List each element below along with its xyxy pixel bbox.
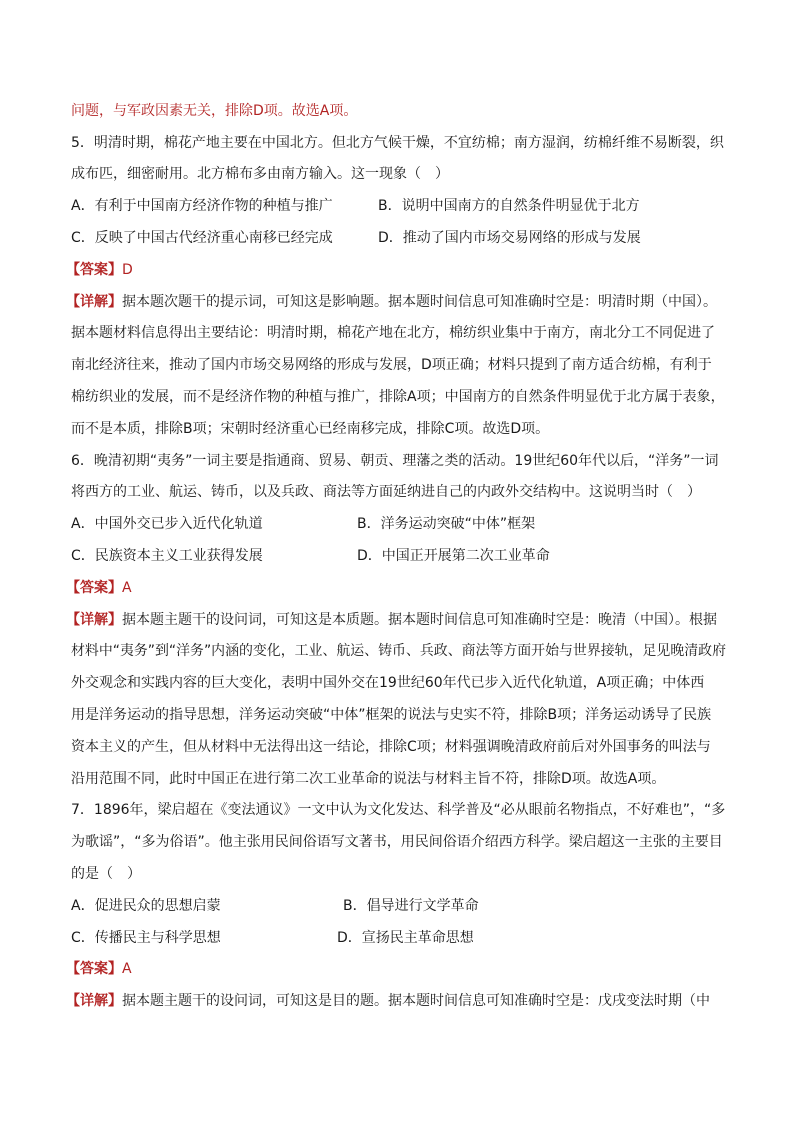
q7-stem-line-3: 的是（ ） (71, 866, 141, 882)
q7-detail-label: 【详解】 (66, 993, 122, 1009)
q5-option-b: B．说明中国南方的自然条件明显优于北方 (378, 198, 640, 214)
q6-option-c: C．民族资本主义工业获得发展 (71, 548, 263, 564)
q6-stem-line-1: 6．晚清初期“夷务”一词主要是指通商、贸易、朝贡、理藩之类的活动。19世纪60年代以后，“洋务”一词 (71, 453, 719, 469)
q5-answer (66, 260, 133, 280)
q7-option-c: C．传播民主与科学思想 (71, 930, 221, 946)
q7-option-a: A．促进民众的思想启蒙 (71, 898, 221, 914)
q6-detail-text: 据本题主题干的设问词，可知这是本质题。据本题时间信息可知准确时空是：晚清（中国）。根据 (122, 612, 717, 628)
q6-detail-label: 【详解】 (66, 612, 122, 628)
q5-detail-text: 据本题次题干的提示词，可知这是影响题。据本题时间信息可知准确时空是：明清时期（中国）。 (122, 294, 717, 310)
q6-detail-line-5: 资本主义的产生，但从材料中无法得出这一结论，排除C项；材料强调晚清政府前后对外国事务的叫法与 (71, 739, 711, 755)
q6-answer-value: A (122, 580, 132, 596)
q7-detail-line-1 (66, 991, 710, 1011)
q7-answer-value: A (122, 961, 132, 977)
q7-detail-text: 据本题主题干的设问词，可知这是目的题。据本题时间信息可知准确时空是：戊戌变法时期（中 (122, 993, 710, 1009)
prev-explanation-tail: 问题，与军政因素无关，排除D项。故选A项。 (71, 103, 358, 119)
q6-option-a: A．中国外交已步入近代化轨道 (71, 516, 263, 532)
q7-option-d: D．宣扬民主革命思想 (337, 930, 474, 946)
q5-option-d: D．推动了国内市场交易网络的形成与发展 (378, 230, 641, 246)
q6-detail-line-4: 用是洋务运动的指导思想，洋务运动突破“中体”框架的说法与史实不符，排除B项；洋务运动诱导了民族 (71, 707, 712, 723)
q7-answer (66, 959, 132, 979)
q5-option-a: A．有利于中国南方经济作物的种植与推广 (71, 198, 333, 214)
q5-detail-line-4: 棉纺织业的发展，而不是经济作物的种植与推广，排除A项；中国南方的自然条件明显优于北方属于表象， (71, 389, 725, 405)
q5-answer-value: D (122, 262, 133, 278)
q6-detail-line-6: 沿用范围不同，此时中国正在进行第二次工业革命的说法与材料主旨不符，排除D项。故选A项。 (71, 771, 666, 787)
q5-detail-line-1 (66, 292, 717, 312)
q7-stem-line-1: 7．1896年，梁启超在《变法通议》一文中认为文化发达、科学普及“必从眼前名物指点，不好难也”，“多 (71, 802, 726, 818)
q5-detail-line-5: 而不是本质，排除B项；宋朝时经济重心已经南移完成，排除C项。故选D项。 (71, 421, 550, 437)
q6-option-b: B．洋务运动突破“中体”框架 (357, 516, 536, 532)
q5-stem-line-1: 5．明清时期，棉花产地主要在中国北方。但北方气候干燥，不宜纺棉；南方湿润，纺棉纤维不易断裂，织 (71, 135, 724, 151)
q5-answer-label: 【答案】 (66, 262, 122, 278)
q6-detail-line-3: 外交观念和实践内容的巨大变化，表明中国外交在19世纪60年代已步入近代化轨道，A项正确；中体西 (71, 675, 705, 691)
q6-stem-line-2: 将西方的工业、航运、铸币，以及兵政、商法等方面延纳进自己的内政外交结构中。这说明当时（ ） (71, 484, 701, 500)
q7-option-b: B．倡导进行文学革命 (343, 898, 479, 914)
q6-detail-line-1 (66, 610, 717, 630)
q5-detail-line-3: 南北经济往来，推动了国内市场交易网络的形成与发展，D项正确；材料只提到了南方适合纺棉，有利于 (71, 357, 712, 373)
q6-answer-label: 【答案】 (66, 580, 122, 596)
q5-option-c: C．反映了中国古代经济重心南移已经完成 (71, 230, 333, 246)
q5-detail-line-2: 据本题材料信息得出主要结论：明清时期，棉花产地在北方，棉纺织业集中于南方，南北分工不同促进了 (71, 325, 715, 341)
q7-answer-label: 【答案】 (66, 961, 122, 977)
q5-stem-line-2: 成布匹，细密耐用。北方棉布多由南方输入。这一现象（ ） (71, 166, 449, 182)
q6-answer (66, 578, 132, 598)
q6-detail-line-2: 材料中“夷务”到“洋务”内涵的变化，工业、航运、铸币、兵政、商法等方面开始与世界接轨，足见晚清政府 (71, 643, 726, 659)
q7-stem-line-2: 为歌谣”，“多为俗语”。他主张用民间俗语写文著书，用民间俗语介绍西方科学。梁启超这一主张的主要目 (71, 834, 723, 850)
q6-option-d: D．中国正开展第二次工业革命 (357, 548, 550, 564)
q5-detail-label: 【详解】 (66, 294, 122, 310)
